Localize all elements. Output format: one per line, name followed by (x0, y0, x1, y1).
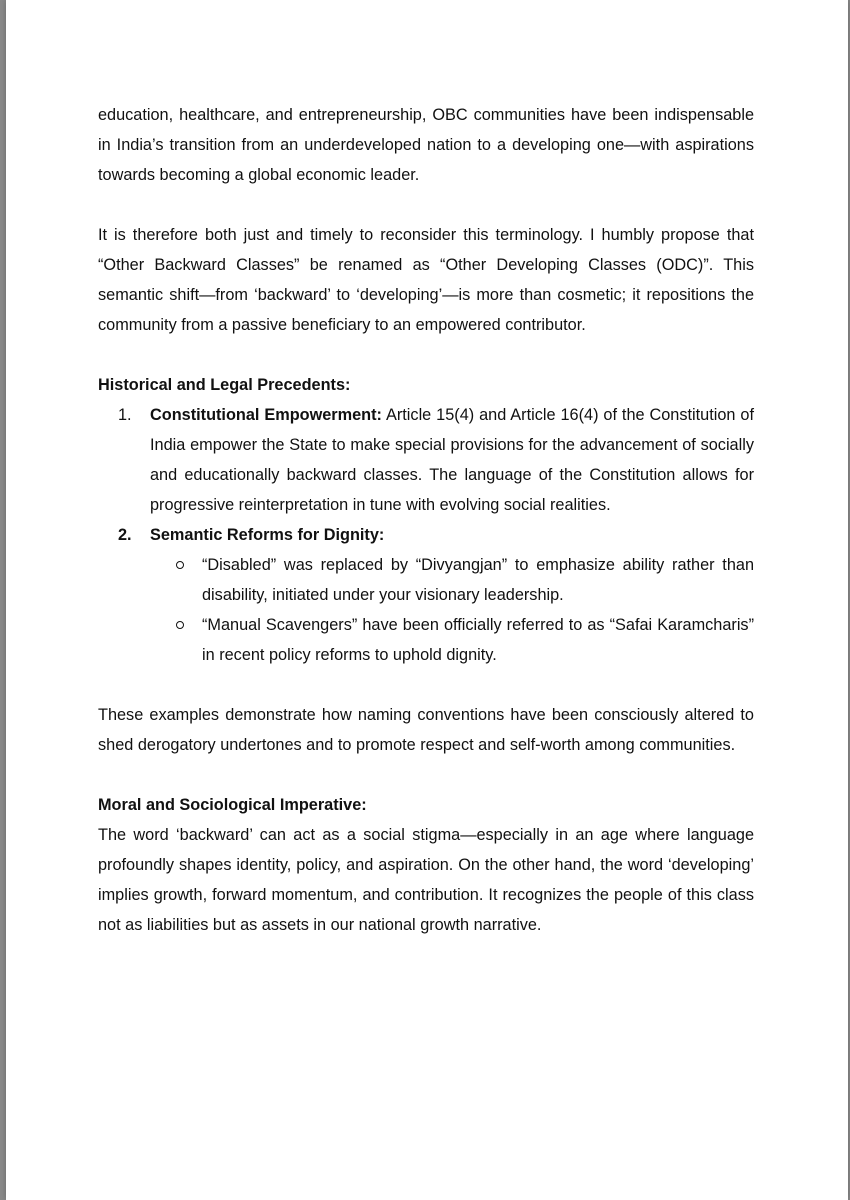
list-number: 1. (118, 406, 132, 424)
proposal-paragraph: It is therefore both just and timely to reconsider this terminology. I humbly propose that “Other Backward Classes” be renamed as “Other Developing Classes (ODC)”. This semantic shift—from ‘backward’ to ‘developing’—is more than cosmetic; it repositions the community from a passive beneficiary to an empowered contributor. (98, 226, 754, 334)
list-number: 2. (118, 526, 132, 544)
hollow-bullet-icon (176, 561, 184, 569)
list-item (98, 610, 754, 670)
sublist-item-text: “Manual Scavengers” have been officially referred to as “Safai Karamcharis” in recent policy reforms to uphold dignity. (202, 616, 754, 664)
list-item-body: Article 15(4) and Article 16(4) of the Constitution of India empower the State to make special provisions for the advancement of socially and educationally backward classes. The language of the Constitution allows for progressive reinterpretation in tune with evolving social realities. (150, 406, 754, 514)
list-item-title: Constitutional Empowerment: (150, 406, 382, 424)
examples-paragraph: These examples demonstrate how naming conventions have been consciously altered to shed derogatory undertones and to promote respect and self-worth among communities. (98, 706, 754, 754)
paragraph-gap (98, 190, 754, 220)
list-item-text (150, 400, 754, 520)
sublist-item-text: “Disabled” was replaced by “Divyangjan” to emphasize ability rather than disability, initiated under your visionary leadership. (202, 556, 754, 604)
hollow-bullet-icon (176, 621, 184, 629)
list-item (98, 550, 754, 610)
document-page (6, 0, 848, 1200)
list-item (98, 520, 754, 550)
precedents-list (98, 400, 754, 550)
document-body (98, 100, 754, 940)
intro-paragraph: education, healthcare, and entrepreneurship, OBC communities have been indispensable in India’s transition from an underdeveloped nation to a developing one—with aspirations towards becoming a global economic leader. (98, 106, 754, 184)
paragraph-gap (98, 670, 754, 700)
moral-paragraph: The word ‘backward’ can act as a social stigma—especially in an age where language profoundly shapes identity, policy, and aspiration. On the other hand, the word ‘developing’ implies growth, forward momentum, and contribution. It recognizes the people of this class not as liabilities but as assets in our national growth narrative. (98, 826, 754, 934)
section-heading-historical: Historical and Legal Precedents: (98, 376, 351, 394)
list-item (98, 400, 754, 520)
paragraph-gap (98, 340, 754, 370)
list-item-title: Semantic Reforms for Dignity: (150, 526, 385, 544)
section-heading-moral: Moral and Sociological Imperative: (98, 796, 367, 814)
reforms-sublist (98, 550, 754, 670)
paragraph-gap (98, 760, 754, 790)
